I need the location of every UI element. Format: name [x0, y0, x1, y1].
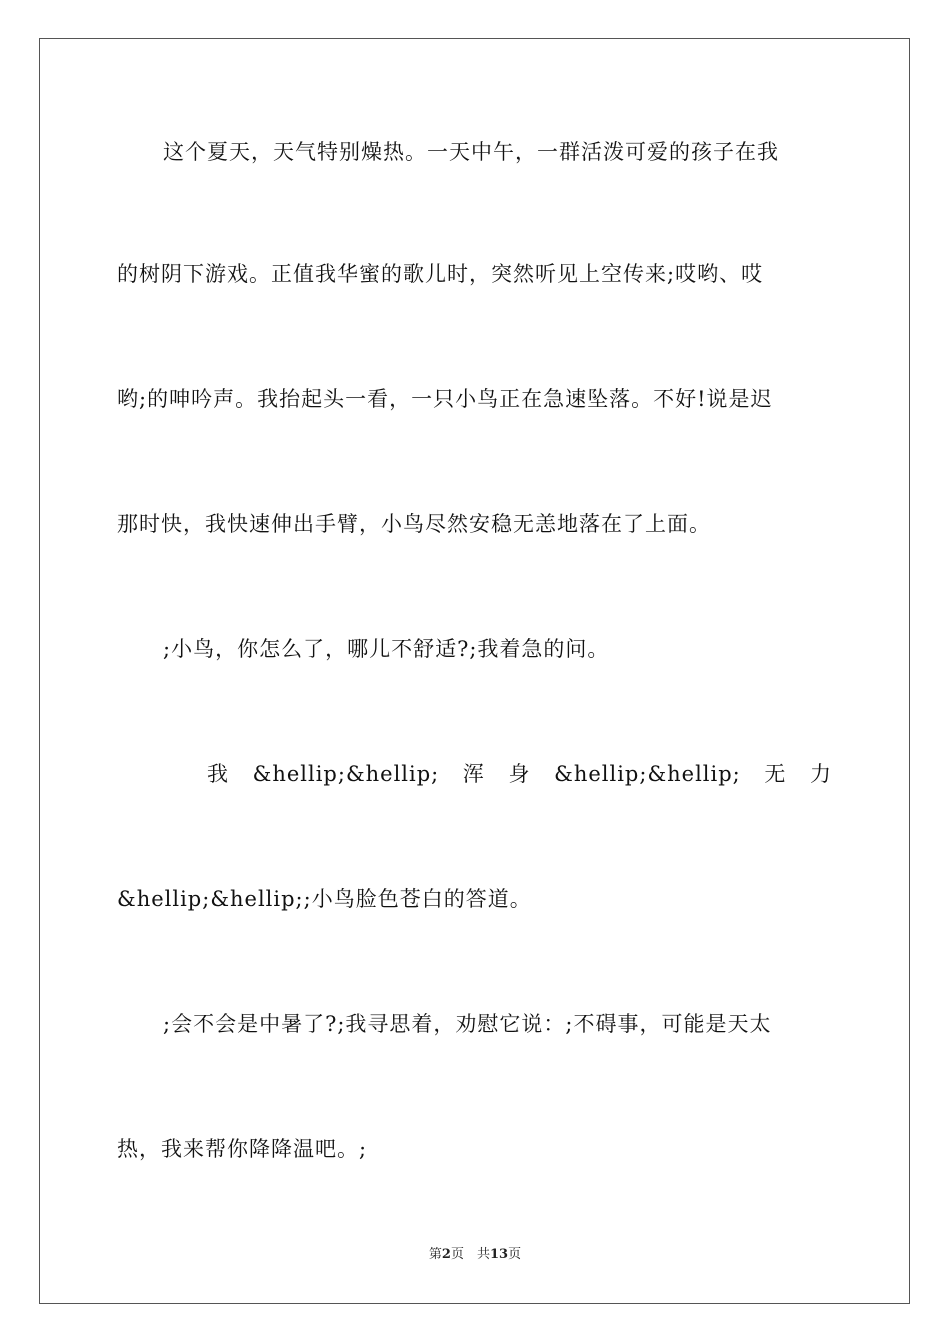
paragraph-line: 热，我来帮你降降温吧。;	[117, 1137, 368, 1161]
current-page-number: 2	[441, 1247, 451, 1262]
paragraph-line: 哟;的呻吟声。我抬起头一看，一只小鸟正在急速坠落。不好!说是迟	[117, 387, 773, 411]
page-footer	[0, 1246, 950, 1264]
spaced-word: 无	[764, 762, 787, 786]
total-page-number: 13	[489, 1247, 509, 1262]
footer-middle: 页 共	[450, 1247, 490, 1262]
spaced-paragraph-line	[207, 759, 832, 789]
paragraph-line: 的树阴下游戏。正值我华蜜的歌儿时，突然听见上空传来;哎哟、哎	[117, 262, 764, 286]
spaced-word: &hellip;&hellip;	[252, 762, 440, 786]
spaced-word: 力	[810, 762, 832, 786]
paragraph-line: &hellip;&hellip;;小鸟脸色苍白的答道。	[117, 887, 532, 911]
spaced-word: 身	[508, 762, 531, 786]
footer-prefix: 第	[428, 1247, 442, 1262]
paragraph-line: 这个夏天，天气特别燥热。一天中午，一群活泼可爱的孩子在我	[163, 140, 779, 164]
paragraph-line: ;会不会是中暑了?;我寻思着，劝慰它说：;不碍事，可能是天太	[163, 1012, 772, 1036]
spaced-word: 我	[207, 762, 229, 786]
paragraph-line: 那时快，我快速伸出手臂，小鸟尽然安稳无恙地落在了上面。	[117, 512, 711, 536]
page-border	[39, 38, 910, 1304]
paragraph-line: ;小鸟，你怎么了，哪儿不舒适?;我着急的问。	[163, 637, 610, 661]
spaced-word: &hellip;&hellip;	[554, 762, 741, 786]
footer-suffix: 页	[508, 1247, 522, 1262]
spaced-word: 浑	[462, 762, 485, 786]
